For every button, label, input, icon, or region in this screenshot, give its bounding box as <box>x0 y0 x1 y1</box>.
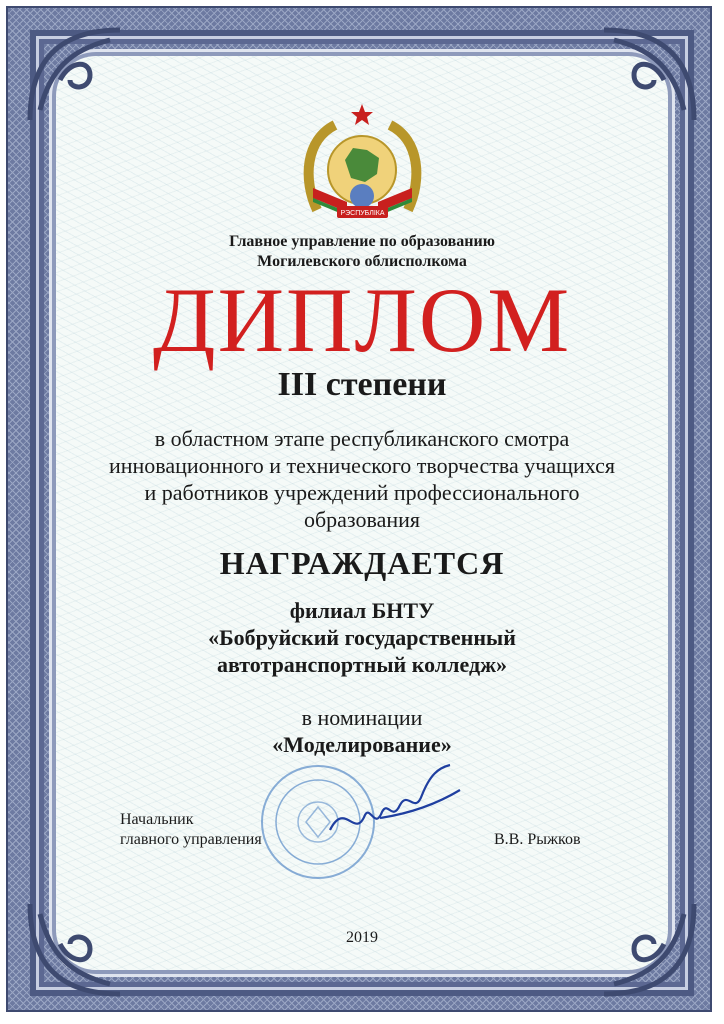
diploma-degree: III степени <box>277 366 447 403</box>
signatory-position-line-2: главного управления <box>120 831 262 848</box>
recipient-line-3: автотранспортный колледж» <box>216 652 508 677</box>
diploma-title: ДИПЛОМ <box>152 269 572 371</box>
corner-ornament-top-right <box>594 20 704 130</box>
handwritten-signature <box>320 760 470 850</box>
signatory-name: В.В. Рыжков <box>494 831 581 848</box>
award-heading: НАГРАЖДАЕТСЯ <box>219 545 505 581</box>
nomination-label: в номинации <box>301 705 423 730</box>
state-emblem <box>295 100 430 230</box>
corner-ornament-top-left <box>20 20 130 130</box>
description-line-2: инновационного и технического творчества учащихся <box>108 453 616 478</box>
org-line-1: Главное управление по образованию <box>229 233 495 250</box>
description-line-3: и работников учреждений профессионального <box>144 480 580 505</box>
emblem-ribbon-text: РЭСПУБЛІКА <box>340 210 385 217</box>
recipient-line-2: «Бобруйский государственный <box>208 625 516 650</box>
recipient-line-1: филиал БНТУ <box>289 598 435 623</box>
corner-ornament-bottom-left <box>20 894 130 1004</box>
diploma-year: 2019 <box>346 929 378 946</box>
signatory-position-line-1: Начальник <box>120 811 194 828</box>
description-line-1: в областном этапе республиканского смотра <box>154 426 570 451</box>
nomination-name: «Моделирование» <box>272 732 452 757</box>
description-line-4: образования <box>303 507 421 532</box>
corner-ornament-bottom-right <box>594 894 704 1004</box>
org-line-2: Могилевского облисполкома <box>257 253 467 270</box>
